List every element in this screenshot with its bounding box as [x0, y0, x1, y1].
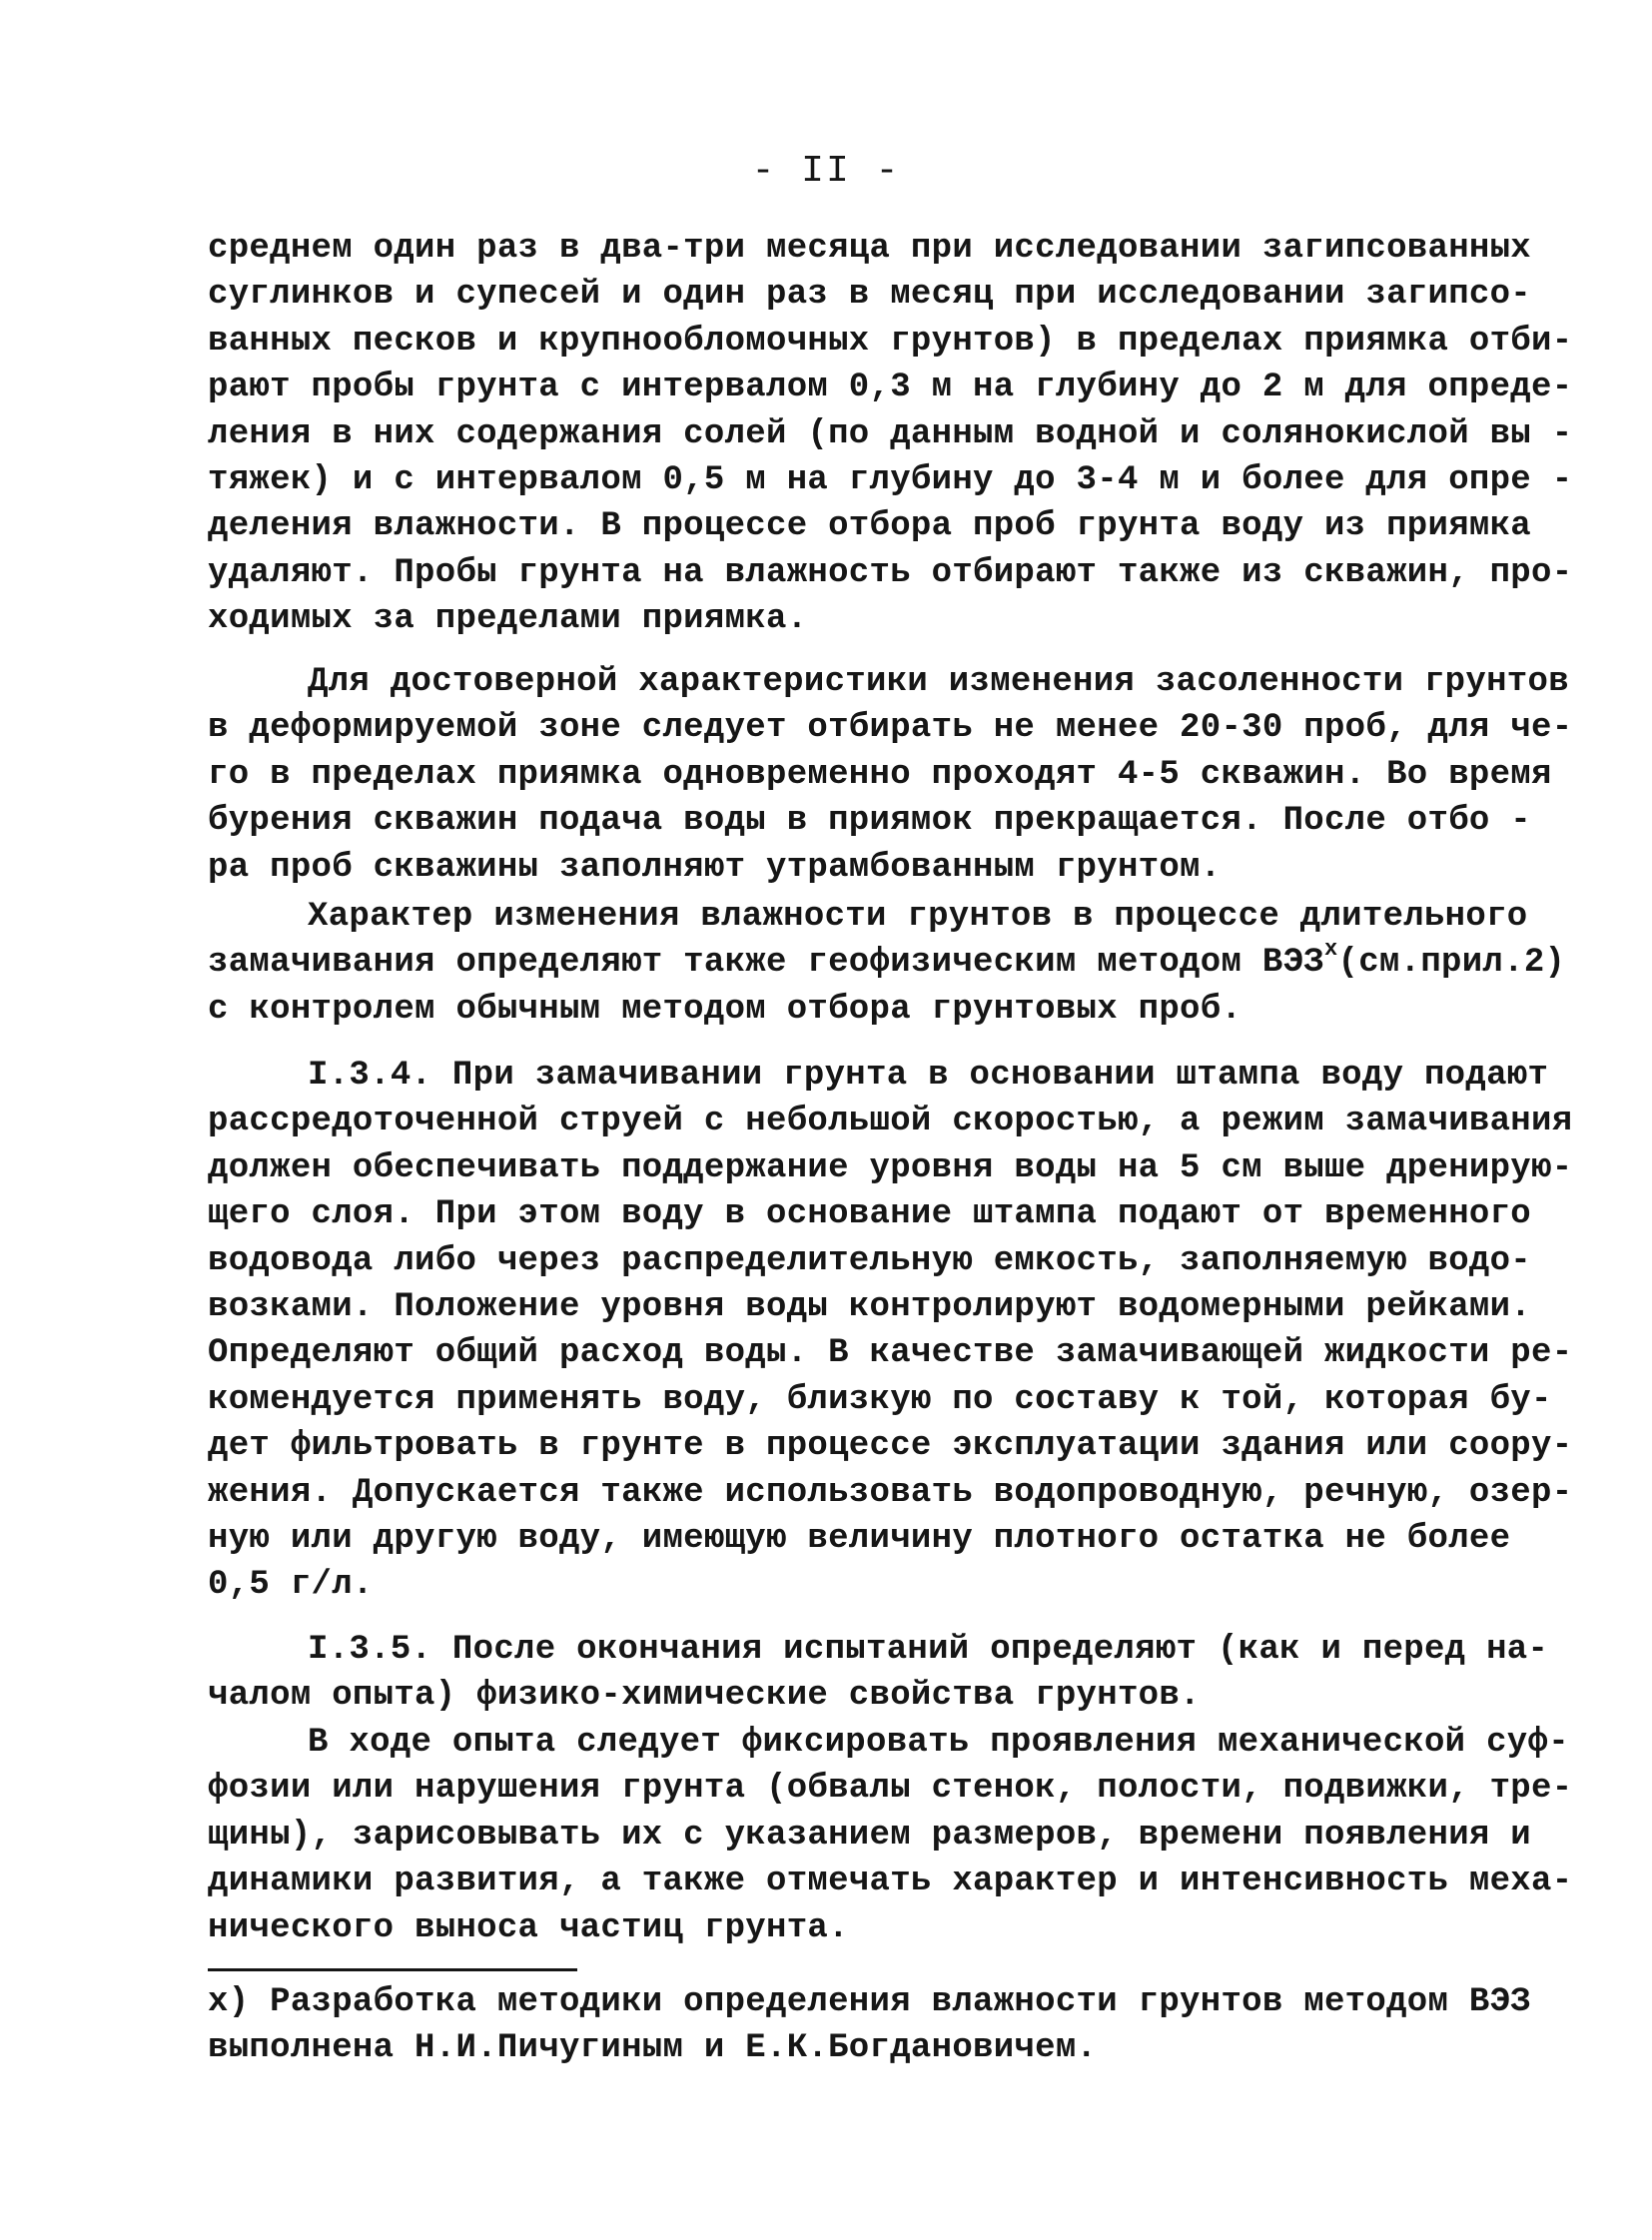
text-line: ванных песков и крупнообломочных грунтов) в пределах приямка отби-: [208, 322, 1573, 361]
footnote-line: выполнена Н.И.Пичугиным и Е.К.Богдановичем.: [208, 2029, 1098, 2068]
text-line: суглинков и супесей и один раз в месяц при исследовании загипсо-: [208, 276, 1532, 315]
text-line: Характер изменения влажности грунтов в процессе длительного: [308, 898, 1528, 936]
text-line: ную или другую воду, имеющую величину плотного остатка не более: [208, 1519, 1511, 1558]
text-line: в деформируемой зоне следует отбирать не менее 20-30 проб, для че-: [208, 709, 1573, 748]
text-line: го в пределах приямка одновременно проходят 4-5 скважин. Во время: [208, 755, 1552, 794]
section-heading-line: I.3.5. После окончания испытаний определяют (как и перед на-: [308, 1631, 1549, 1669]
text-line: щины), зарисовывать их с указанием размеров, времени появления и: [208, 1816, 1532, 1855]
text-line: должен обеспечивать поддержание уровня воды на 5 см выше дренирую-: [208, 1148, 1573, 1187]
section-1-3-4: [208, 1053, 1573, 1609]
text-line: Для достоверной характеристики изменения засоленности грунтов: [308, 663, 1569, 701]
continuation-paragraph: [208, 226, 1573, 643]
text-line: 0,5 г/л.: [208, 1566, 374, 1605]
text-line: среднем один раз в два-три месяца при исследовании загипсованных: [208, 230, 1532, 268]
text-line: бурения скважин подача воды в приямок прекращается. После отбо -: [208, 802, 1532, 841]
footnote-line: х) Разработка методики определения влажности грунтов методом ВЭЗ: [208, 1983, 1532, 2021]
text-line: комендуется применять воду, близкую по составу к той, которая бу-: [208, 1380, 1552, 1419]
text-line: В ходе опыта следует фиксировать проявления механической суф-: [308, 1724, 1569, 1762]
text-line: ходимых за пределами приямка.: [208, 600, 808, 639]
text-line: фозии или нарушения грунта (обвалы стенок, полости, подвижки, тре-: [208, 1770, 1573, 1809]
page-number: - II -: [751, 150, 901, 193]
text-line: динамики развития, а также отмечать характер и интенсивность меха-: [208, 1863, 1573, 1901]
text-line: с контролем обычным методом отбора грунтовых проб.: [208, 990, 1242, 1029]
text-line: рассредоточенной струей с небольшой скоростью, а режим замачивания: [208, 1103, 1573, 1141]
text-line: нического выноса частиц грунта.: [208, 1908, 849, 1947]
text-line: тяжек) и с интервалом 0,5 м на глубину до 3-4 м и более для опре -: [208, 460, 1573, 499]
text-line: Определяют общий расход воды. В качестве замачивающей жидкости ре-: [208, 1334, 1573, 1373]
section-heading-line: I.3.4. При замачивании грунта в основании штампа воду подают: [308, 1057, 1549, 1095]
text-line: водовода либо через распределительную емкость, заполняемую водо-: [208, 1241, 1532, 1280]
paragraph-reliable-characteristics: [208, 659, 1573, 891]
text-line: рают пробы грунта с интервалом 0,3 м на глубину до 2 м для опреде-: [208, 369, 1573, 407]
footnote-marker: х: [1323, 937, 1338, 963]
text-line: чалом опыта) физико-химические свойства грунтов.: [208, 1677, 1201, 1716]
text-line: возками. Положение уровня воды контролируют водомерными рейками.: [208, 1287, 1532, 1326]
text-segment: (см.прил.2): [1337, 944, 1566, 983]
text-line: ления в них содержания солей (по данным водной и солянокислой вы -: [208, 414, 1573, 453]
section-1-3-5: [208, 1627, 1549, 1720]
text-line: жения. Допускается также использовать водопроводную, речную, озер-: [208, 1473, 1573, 1512]
paragraph-observation: [208, 1720, 1573, 1951]
text-line: ра проб скважины заполняют утрамбованным грунтом.: [208, 848, 1222, 887]
text-line: удаляют. Пробы грунта на влажность отбирают также из скважин, про-: [208, 553, 1573, 592]
text-line: дет фильтровать в грунте в процессе эксплуатации здания или соору-: [208, 1427, 1573, 1466]
paragraph-moisture-change: [208, 894, 1566, 1033]
footnote: [208, 1979, 1532, 2072]
text-line-with-footnote-ref: [208, 937, 1566, 986]
footnote-divider: [208, 1968, 577, 1971]
text-line: щего слоя. При этом воду в основание штампа подают от временного: [208, 1195, 1532, 1234]
text-line: деления влажности. В процессе отбора проб грунта воду из приямка: [208, 507, 1532, 546]
text-segment: замачивания определяют также геофизическим методом ВЭЗ: [208, 944, 1324, 983]
